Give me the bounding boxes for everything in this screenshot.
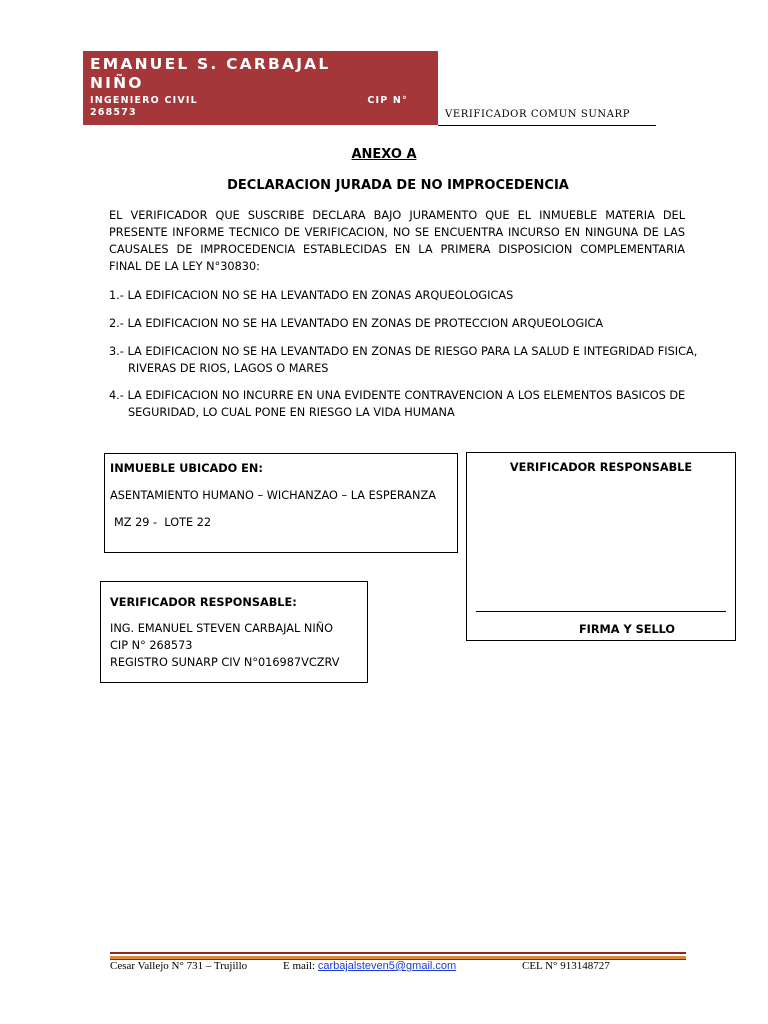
footer-rule xyxy=(110,952,686,954)
list-item: 4.- LA EDIFICACION NO INCURRE EN UNA EVIDENTE CONTRAVENCION A LOS ELEMENTOS BASICOS DE SEGURIDAD, LO CUAL PONE EN RIESGO LA VIDA HUMANA xyxy=(109,389,686,419)
verifier-cip: CIP N° 268573 xyxy=(110,639,193,652)
signature-line xyxy=(476,611,726,612)
letterhead-cip-number: 268573 xyxy=(90,107,137,118)
document-title: DECLARACION JURADA DE NO IMPROCEDENCIA xyxy=(227,178,569,193)
verifier-registry: REGISTRO SUNARP CIV N°016987VCZRV xyxy=(110,656,340,669)
property-box-title: INMUEBLE UBICADO EN: xyxy=(110,462,263,475)
letterhead-profession-row xyxy=(90,95,430,107)
signature-box xyxy=(466,452,736,641)
letterhead-name-line1: EMANUEL S. CARBAJAL xyxy=(90,55,331,73)
property-lot: MZ 29 - LOTE 22 xyxy=(114,516,212,529)
letterhead-name-line2: NIÑO xyxy=(90,74,144,92)
letterhead-divider xyxy=(438,125,656,126)
letterhead-cip-label: CIP N° xyxy=(367,95,408,106)
annex-heading: ANEXO A xyxy=(351,147,417,162)
footer-email-label: E mail: xyxy=(283,960,316,972)
verifier-name: ING. EMANUEL STEVEN CARBAJAL NIÑO xyxy=(110,622,334,635)
letterhead-profession: INGENIERO CIVIL xyxy=(90,95,198,106)
footer-email-link[interactable]: carbajalsteven5@gmail.com xyxy=(317,960,457,972)
verifier-box-title: VERIFICADOR RESPONSABLE: xyxy=(110,596,297,609)
signature-label: FIRMA Y SELLO xyxy=(578,623,676,636)
intro-paragraph: EL VERIFICADOR QUE SUSCRIBE DECLARA BAJO JURAMENTO QUE EL INMUEBLE MATERIA DEL PRESENTE INFORME TECNICO DE VERIFICACION, NO SE ENCUENTRA INCURSO EN NINGUNA DE LAS CAUSALES DE IMPROCEDENCIA ESTABLECIDAS EN LA PRIMERA DISPOSICION COMPLEMENTARIA FINAL DE LA LEY N°30830: xyxy=(109,209,685,273)
list-item: 1.- LA EDIFICACION NO SE HA LEVANTADO EN ZONAS ARQUEOLOGICAS xyxy=(109,289,514,302)
letterhead-tagline: VERIFICADOR COMUN SUNARP xyxy=(445,109,631,120)
property-location-box xyxy=(104,453,458,553)
footer-address: Cesar Vallejo N° 731 – Trujillo xyxy=(110,960,248,972)
footer-phone: CEL N° 913148727 xyxy=(522,960,610,972)
footer-email-group xyxy=(283,960,456,972)
list-item: 2.- LA EDIFICACION NO SE HA LEVANTADO EN ZONAS DE PROTECCION ARQUEOLOGICA xyxy=(109,317,604,330)
property-address: ASENTAMIENTO HUMANO – WICHANZAO – LA ESPERANZA xyxy=(110,489,436,502)
signature-box-title: VERIFICADOR RESPONSABLE xyxy=(509,461,693,474)
verifier-info-box xyxy=(100,581,368,683)
letterhead-banner xyxy=(83,51,438,125)
list-item: 3.- LA EDIFICACION NO SE HA LEVANTADO EN ZONAS DE RIESGO PARA LA SALUD E INTEGRIDAD FISICA, RIVERAS DE RIOS, LAGOS O MARES xyxy=(109,345,698,375)
